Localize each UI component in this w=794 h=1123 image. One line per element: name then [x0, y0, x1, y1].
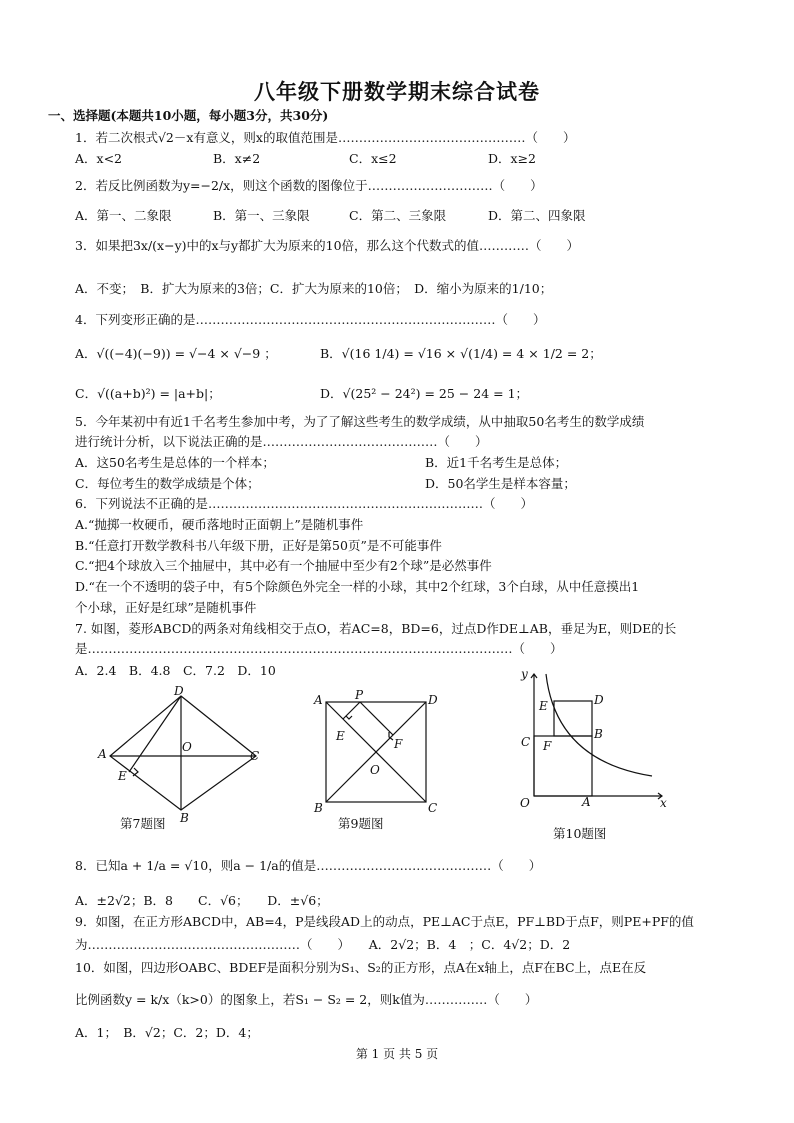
q2-option-d: D．第二、四象限 [488, 208, 586, 223]
q9-stem-line2: 为……………………………………………（ ） A．2√2；B．4 ；C．4√2；D．2 [75, 937, 571, 952]
figure-10-caption: 第10题图 [553, 826, 607, 841]
figure-9-square [310, 688, 444, 818]
fig10-label-e: E [539, 699, 548, 713]
q4-option-a: A．√((−4)(−9)) = √−4 × √−9 ； [75, 346, 277, 361]
fig7-label-c: C [250, 749, 260, 763]
q4-stem: 4．下列变形正确的是………………………………………………………………（ ） [75, 312, 546, 327]
fig10-label-x: x [660, 796, 667, 810]
q7-options: A．2.4 B．4.8 C．7.2 D．10 [75, 663, 276, 678]
fig9-label-a: A [314, 693, 323, 707]
fig9-label-o: O [370, 763, 380, 777]
q2-option-a: A．第一、二象限 [75, 208, 172, 223]
q1-stem: 1．若二次根式√2－x有意义，则x的取值范围是………………………………………（ ） [75, 130, 576, 145]
fig9-label-f: F [394, 737, 403, 751]
q1-option-d: D．x≥2 [488, 151, 536, 166]
q6-option-a: A.“抛掷一枚硬币，硬币落地时正面朝上”是随机事件 [75, 517, 364, 532]
q5-option-d: D．50名学生是样本容量； [425, 476, 576, 491]
fig7-label-e: E [118, 769, 127, 783]
fig10-label-c: C [521, 735, 531, 749]
fig9-label-b: B [314, 801, 323, 815]
q10-stem-line1: 10．如图，四边形OABC、BDEF是面积分别为S₁、S₂的正方形，点A在x轴上，点F在BC上，点E在反 [75, 960, 647, 975]
q9-stem-line1: 9．如图，在正方形ABCD中，AB=4，P是线段AD上的动点，PE⊥AC于点E，PF⊥BD于点F，则PE+PF的值 [75, 914, 694, 929]
q5-stem-line1: 5．今年某初中有近1千名考生参加中考，为了了解这些考生的数学成绩，从中抽取50名考生的数学成绩 [75, 414, 645, 429]
figure-7-rhombus [96, 686, 266, 826]
q3-stem: 3．如果把3x/(x−y)中的x与y都扩大为原来的10倍，那么这个代数式的值…………（ ） [75, 238, 580, 253]
figure-9-caption: 第9题图 [338, 816, 384, 831]
q7-stem-line1: 7. 如图，菱形ABCD的两条对角线相交于点O，若AC=8，BD=6，过点D作DE⊥AB，垂足为E，则DE的长 [75, 621, 677, 636]
fig10-label-o: O [520, 796, 530, 810]
q1-option-b: B．x≠2 [213, 151, 261, 166]
q4-option-d: D．√(25² − 24²) = 25 − 24 = 1； [320, 386, 529, 401]
fig7-label-b: B [180, 811, 189, 825]
q6-option-b: B.“任意打开数学教科书八年级下册，正好是第50页”是不可能事件 [75, 538, 442, 553]
fig9-label-e: E [336, 729, 345, 743]
q8-stem: 8．已知a + 1/a = √10，则a − 1/a的值是……………………………………（ ） [75, 858, 542, 873]
q4-option-c: C．√((a+b)²) = |a+b|； [75, 386, 221, 401]
q2-stem: 2．若反比例函数为y=−2/x，则这个函数的图像位于…………………………（ ） [75, 178, 543, 193]
fig10-label-y: y [521, 667, 528, 681]
q2-option-c: C．第二、三象限 [349, 208, 447, 223]
q6-stem: 6．下列说法不正确的是…………………………………………………………（ ） [75, 496, 533, 511]
fig10-label-d: D [594, 693, 604, 707]
q4-option-b: B．√(16 1/4) = √16 × √(1/4) = 4 × 1/2 = 2； [320, 346, 602, 361]
q6-option-d-line2: 个小球，正好是红球”是随机事件 [75, 600, 257, 615]
figure-7-caption: 第7题图 [120, 816, 166, 831]
q5-option-a: A．这50名考生是总体的一个样本； [75, 455, 275, 470]
q1-option-c: C．x≤2 [349, 151, 397, 166]
q2-option-b: B．第一、三象限 [213, 208, 310, 223]
fig10-label-b: B [594, 727, 603, 741]
q6-option-d-line1: D.“在一个不透明的袋子中，有5个除颜色外完全一样的小球，其中2个红球，3个白球，从中任意摸出1 [75, 579, 640, 594]
q8-options: A．±2√2；B．8 C．√6； D．±√6； [75, 893, 329, 908]
fig9-label-d: D [428, 693, 438, 707]
q3-options: A．不变； B．扩大为原来的3倍；C．扩大为原来的10倍； D．缩小为原来的1/10； [75, 281, 553, 296]
fig10-label-f: F [543, 739, 552, 753]
page-title: 八年级下册数学期末综合试卷 [254, 79, 540, 104]
fig9-label-c: C [428, 801, 438, 815]
q10-options: A．1； B．√2；C．2；D．4； [75, 1025, 259, 1040]
figure-10-graph [512, 666, 672, 816]
fig10-label-a: A [582, 795, 591, 809]
q7-stem-line2: 是…………………………………………………………………………………………（ ） [75, 641, 563, 656]
section-heading: 一、选择题(本题共10小题，每小题3分，共30分) [48, 108, 329, 123]
q5-option-b: B．近1千名考生是总体； [425, 455, 568, 470]
fig9-label-p: P [355, 688, 364, 702]
q5-option-c: C．每位考生的数学成绩是个体； [75, 476, 260, 491]
q10-stem-line2: 比例函数y = k/x（k>0）的图象上，若S₁ − S₂ = 2，则k值为……………（ ） [75, 992, 538, 1007]
q6-option-c: C.“把4个球放入三个抽屉中，其中必有一个抽屉中至少有2个球”是必然事件 [75, 558, 492, 573]
fig7-label-o: O [182, 740, 192, 754]
fig7-label-a: A [98, 747, 107, 761]
page-footer: 第 1 页 共 5 页 [355, 1047, 439, 1061]
q5-stem-line2: 进行统计分析，以下说法正确的是……………………………………（ ） [75, 434, 488, 449]
fig7-label-d: D [174, 686, 184, 698]
q1-option-a: A．x<2 [75, 151, 123, 166]
